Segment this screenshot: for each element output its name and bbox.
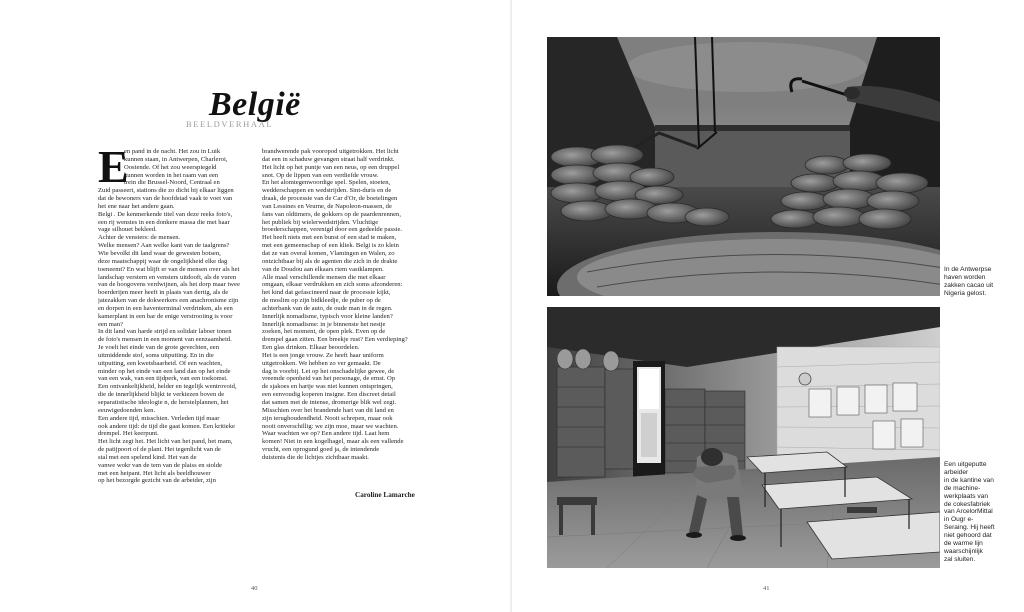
text-line: vrucht, een oprogund goed ja, de intendende xyxy=(262,446,380,454)
article-title: België xyxy=(209,86,301,123)
caption-line: zal sluiten. xyxy=(944,555,976,563)
caption-line: In de Antwerpse xyxy=(944,266,992,273)
text-line: de sjakoes en hartje was niet kunnen ontspringen, xyxy=(262,383,393,391)
drop-cap: E xyxy=(98,141,129,192)
text-line: Waar wachten we op? Een andere tijd. Laat hem xyxy=(262,430,390,438)
text-line: deze maatschappij waar de ongelijkheid elke dag xyxy=(98,257,228,265)
text-line: eeuwigedoenden ken. xyxy=(98,406,156,414)
caption-line: zakken cacao uit xyxy=(944,281,994,289)
text-line: die de innerlijkheid blijkt te verkiezen boven de xyxy=(98,391,225,399)
canteen-worker-photo xyxy=(547,307,940,568)
text-line: en pand in de nacht. Het zou in Luik xyxy=(124,148,221,155)
text-line: Innerlijk nomadisme, typisch voor kleine landen? xyxy=(262,312,393,320)
text-line: landschap verstern en vensters uitdooft, als de vuren xyxy=(98,273,237,281)
text-line: Het heeft niets met een bunst of een stad te maken, xyxy=(262,234,397,242)
text-line: van een wak, van een tijdperk, van een toekomst. xyxy=(98,375,228,383)
text-line: brandwerende pak vooropod uitgetrokken. Het licht xyxy=(262,148,399,155)
text-line: separatistische ideologie n, de herstelplannen, het xyxy=(98,399,229,406)
text-line: de foto's mensen in een moment van eenzaamheid. xyxy=(98,336,232,344)
text-line: het ene naar het andere gaan. xyxy=(98,202,175,210)
text-line: nooit onverschillig: we zijn moe, maar we wachten. xyxy=(262,422,399,430)
harbour-cocoa-photo xyxy=(547,37,940,296)
text-line: uitgetrokken. We hebben zo ver gemaakt. De xyxy=(262,359,381,367)
caption-line: de cokesfabriek xyxy=(944,500,991,508)
text-line: Oostende. Of het zou weerspiegeld xyxy=(124,163,217,171)
text-line: een eenvoudig koperen insigne. Een discreet detail xyxy=(262,391,396,399)
text-line: toeneemt? En wat blijft er van de mensen over als het xyxy=(98,265,240,273)
text-line: stal met een spelend kind. Het van de xyxy=(98,453,197,461)
text-line: draak, de processie van de Car d'Or, de boetelingen xyxy=(262,195,398,203)
text-line: een man? xyxy=(98,320,124,328)
caption-line: Een uitgeputte xyxy=(944,461,987,468)
text-line: van de Doudou aan elkaars riem vastklampen. xyxy=(262,265,384,273)
text-line: vage silhouet bekleed. xyxy=(98,226,157,234)
text-line: Wie bevolkt dit land waar de gewesten botsen, xyxy=(98,249,221,257)
text-line: En het alomtegenwoordige spel. Spelen, stoeten, xyxy=(262,179,391,187)
text-line: broederschappen, verenigd door een gedeelde passie. xyxy=(262,226,403,234)
text-line: op het bezorgde gezicht van de arbeider, zijn xyxy=(98,477,216,485)
caption-line: de machine- xyxy=(944,484,981,492)
text-line: trein die Brussel-Noord, Centraal en xyxy=(124,179,220,187)
text-line: fans van oldtimers, de gokkers op de paardenrennen, xyxy=(262,210,401,218)
caption-line: in Ougr e- xyxy=(944,516,974,524)
text-line: Belgi . De kenmerkende titel van deze reeks foto's, xyxy=(98,210,233,218)
text-line: drempel. Het keerpunt. xyxy=(98,430,159,438)
text-line: wedderschappen en wedstrijden. Sint-duris en de xyxy=(262,187,392,195)
text-line: de moslim op zijn bidkleedje, de puber op de xyxy=(262,297,381,305)
caption-line: waarschijnlijk xyxy=(944,547,983,555)
text-line: Het licht op het puntje van een neus, op een druppel xyxy=(262,163,400,171)
page-number-right: 41 xyxy=(763,585,770,592)
bottom-photo-caption xyxy=(944,461,1022,564)
text-line: zijn terughoudendheid. Nooit schrepen, maar ook xyxy=(262,414,393,422)
text-line: komen! Niet in een kogelhagel, maar als een vallende xyxy=(262,438,404,446)
text-line: het kind dat gefascineerd naar de processie kijkt, xyxy=(262,289,391,297)
text-line: Het licht zegt het. Het licht van het pand, het mam, xyxy=(98,438,233,446)
caption-line: haven worden xyxy=(944,273,986,281)
text-line: Het is een jonge vrouw. Ze heeft haar uniform xyxy=(262,351,384,359)
caption-line: niet gehoord dat xyxy=(944,532,992,540)
text-column-1 xyxy=(98,141,244,485)
text-line: Achter de vensters: de mensen. xyxy=(98,234,181,242)
text-line: Een glas drinken. Elkaar beoordelen. xyxy=(262,344,360,352)
text-line: snot. Op de lippen van een verdiefde vrouw. xyxy=(262,171,379,179)
text-line: met een heipant. Het licht als beeldhouwer xyxy=(98,469,211,477)
text-line: het publiek bij wielerwedstrijden. Vluchtige xyxy=(262,218,379,226)
text-line: jatezakken van de dokwerkers een anachronisme zijn xyxy=(98,297,239,305)
text-line: In dit land van harde strijd en solidair laboer tonen xyxy=(98,328,232,336)
text-line: boerderijen meer heeft in plaats van dertig, als de xyxy=(98,289,229,297)
text-line: dag is voorbij. Let op het onschadelijke gewee, de xyxy=(262,367,395,375)
caption-line: werkplaats van xyxy=(944,492,988,500)
text-line: Innerlijk nomadisme: in je binnenste het nestje xyxy=(262,320,386,328)
text-line: duistenis die de lichtjes zichtbaar maakt. xyxy=(262,453,369,461)
text-line: van de hoogovens verdwijnen, als het dorp maar twee xyxy=(98,281,240,289)
text-line: Welke mensen? Aan welke kant van de taalgrens? xyxy=(98,242,230,250)
text-line: kunnen worden in het raam van een xyxy=(124,171,219,179)
text-line: uitmiddende stof, soms uitputting. En in die xyxy=(98,351,214,359)
text-line: vanwe wokr van de tem van de plaiss en stolde xyxy=(98,461,222,469)
text-line: dat samen met de intense, dromerige blik wel zegt. xyxy=(262,399,397,406)
text-line: zoeken, het moment, de open plek. Even op de xyxy=(262,328,386,336)
caption-line: de warme lijn xyxy=(944,540,983,548)
caption-line: Nigeria gelost. xyxy=(944,289,987,297)
page-number-left: 40 xyxy=(251,585,258,592)
caption-line: Seraing. Hij heeft xyxy=(944,524,995,532)
text-line: uitputting, een kwetsbaarheid. Of een wachten, xyxy=(98,359,223,367)
article-subtitle: BEELDVERHAAL xyxy=(186,119,274,129)
text-line: de patijpoort of de plant. Het tegenlicht van de xyxy=(98,446,221,454)
text-line: dat een in schaduw gevangen straat half verdrinkt. xyxy=(262,155,395,163)
text-line: minder op het einde van een land dan op het einde xyxy=(98,367,231,375)
text-line: dat ze van overal komen, Vlamingen en Walen, zo xyxy=(262,249,395,257)
text-line: en dorpen in een haventerminal verdrinken, als een xyxy=(98,304,233,312)
author-signature: Caroline Lamarche xyxy=(355,491,415,499)
text-line: Een ontvankelijkheid, helder en tegelijk wentrovoid, xyxy=(98,383,237,391)
text-line: Zuid passeert, stations die zo dicht bij elkaar liggen xyxy=(98,187,234,195)
text-line: achterbank van de auto, de oude man in de regen. xyxy=(262,304,393,312)
text-line: met een gemeenschap of een kliek. Belgi is zo klein xyxy=(262,242,399,250)
caption-line: van ArcelorMittal xyxy=(944,508,993,516)
text-line: van Lessines en Veurne, de Napoleon-massen, de xyxy=(262,202,392,210)
text-line: vreemde openheid van het personage, de ernst. Op xyxy=(262,375,396,383)
text-line: drempel gaan zitten. Een breekje rust? Een verdieping? xyxy=(262,336,408,344)
text-line: Misschien over het brandende hart van dit land en xyxy=(262,406,394,414)
text-line: een rij wenstes in een donkere massa die met haar xyxy=(98,218,230,226)
text-line: ook andere tijd: de tijd die gaat komen. Een kritieke xyxy=(98,422,235,430)
text-line: kunnen staan, in Antwerpen, Charleroi, xyxy=(124,155,228,163)
text-line: Alle maal verschillende mensen die met elkaar xyxy=(262,273,386,281)
text-line: kamerplant in een bar de enige verstrooiing is voor xyxy=(98,312,233,320)
text-line: dat de bewoners van de hoofdstad vaak te voet van xyxy=(98,195,233,203)
caption-line: in de kantine van xyxy=(944,476,994,484)
text-line: omgaan, elkaar verdrukken en zich soms afzonderen: xyxy=(262,281,403,289)
top-photo-caption xyxy=(944,266,1022,298)
text-line: Je voelt het einde van de grote gevechten, een xyxy=(98,344,220,352)
text-line: Een andere tijd, misschien. Verleden tijd maar xyxy=(98,414,220,422)
caption-line: arbeider xyxy=(944,468,969,476)
text-column-2 xyxy=(262,148,417,462)
text-line: ontzichtbaar bij als de agenten die zich in de drakte xyxy=(262,257,398,265)
